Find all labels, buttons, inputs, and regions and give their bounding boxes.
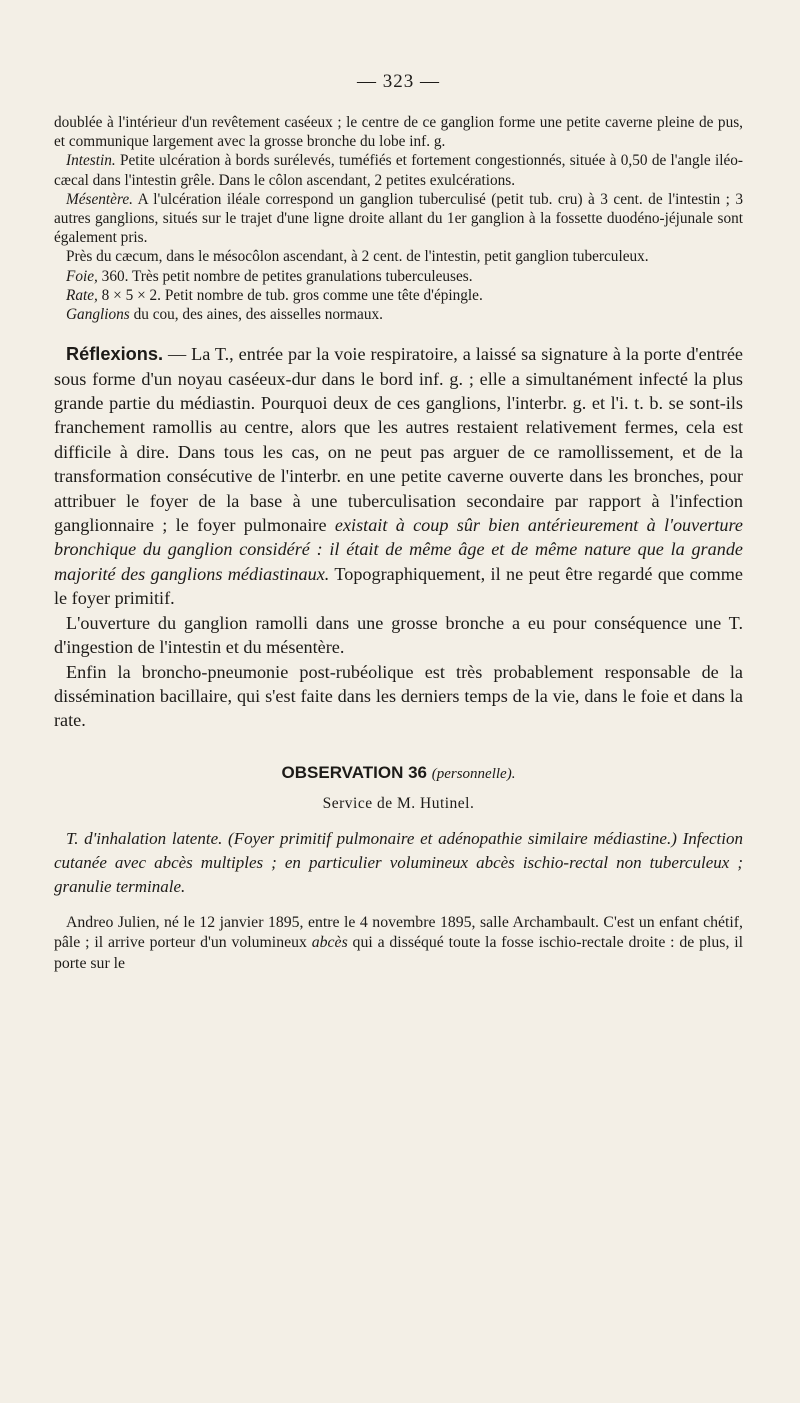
patient-text-a: Andreo Julien, né le 12 janvier 1895, entre le 4 novembre 1895, salle Archambault. C'est un enfant chétif, pâle ; il arrive porteur d'un volumineux bbox=[54, 913, 743, 952]
reflexions-heading: Réflexions. bbox=[66, 344, 164, 365]
patient-italic: abcès bbox=[311, 934, 348, 952]
ganglions-label: Ganglions bbox=[66, 306, 130, 324]
observation-service: Service de M. Hutinel. bbox=[322, 794, 475, 812]
summary-a: T. d'inhalation latente. (Foyer primitif pulmonaire et adénopathie similaire médiastine.) bbox=[66, 828, 677, 848]
intestin-paragraph bbox=[54, 151, 743, 189]
autopsy-notes bbox=[54, 113, 743, 324]
reflexions-section bbox=[54, 342, 743, 733]
reflexions-paragraph-2: L'ouverture du ganglion ramolli dans une grosse bronche a eu pour conséquence une T. d'ingestion de l'intestin et du mésentère. bbox=[54, 612, 743, 658]
foie-text: 360. Très petit nombre de petites granulations tuberculeuses. bbox=[97, 267, 473, 285]
caecum-paragraph: Près du cæcum, dans le mésocôlon ascendant, à 2 cent. de l'intestin, petit ganglion tuberculeux. bbox=[66, 248, 649, 266]
observation-personal: (personnelle). bbox=[431, 765, 516, 782]
page-number: — 323 — bbox=[357, 71, 440, 92]
reflexions-italic: existait à coup sûr bien antérieurement à l'ouverture bronchique du ganglion considéré : il était de même âge et de même nature que la grande majorité des ganglions médiastinaux. bbox=[54, 515, 743, 584]
rate-label: Rate, bbox=[66, 286, 98, 304]
reflexions-paragraph bbox=[54, 342, 743, 610]
foie-label: Foie, bbox=[66, 267, 98, 285]
rate-text: 8 × 5 × 2. Petit nombre de tub. gros comme une tête d'épingle. bbox=[97, 286, 483, 304]
patient-paragraph bbox=[54, 913, 743, 975]
patient-text-b: qui a disséqué toute la fosse ischio-rectale droite : de plus, il porte sur le bbox=[54, 934, 744, 972]
ganglions-paragraph bbox=[54, 305, 743, 324]
mesentere-label: Mésentère. bbox=[66, 190, 133, 208]
foie-paragraph bbox=[54, 267, 743, 286]
observation-title bbox=[54, 763, 743, 783]
reflexions-text-b: Topographiquement, il ne peut être regardé que comme le foyer primitif. bbox=[54, 563, 744, 609]
observation-summary bbox=[54, 827, 743, 899]
ganglions-text: du cou, des aines, des aisselles normaux. bbox=[129, 306, 383, 324]
reflexions-text-a: — La T., entrée par la voie respiratoire, a laissé sa signature à la porte d'entrée sous forme d'un noyau caséeux-dur dans le bord inf. g. ; elle a simultanément infecté la plus grande partie du médiastin. Pourquoi deux de ces ganglions, l'interbr. g. et l'i. t. b. se sont-ils franchement ramollis au centre, alors que les autres restaient relativement fermes, cela est difficile à dire. Dans tous les cas, on ne peut pas arguer de ce ramollissement, et de la transformation consécutive de l'interbr. en une petite caverne ouverte dans les bronches, pour attribuer le foyer de la base à une tuberculisation secondaire par rapport à l'infection ganglionnaire ; le foyer pulmonaire bbox=[54, 344, 743, 536]
mesentere-text: A l'ulcération iléale correspond un ganglion tuberculisé (petit tub. cru) à 3 cent. de l'intestin ; 3 autres ganglions, situés sur le trajet d'une ligne droite allant du 1er ganglion à la fossette duodéno-jéjunale sont également pris. bbox=[54, 190, 743, 247]
reflexions-paragraph-3: Enfin la broncho-pneumonie post-rubéolique est très probablement responsable de la dissémination bacillaire, qui s'est faite dans les derniers temps de la vie, dans le foie et dans la rate. bbox=[54, 661, 743, 731]
mesentere-paragraph bbox=[54, 190, 743, 248]
rate-paragraph bbox=[54, 286, 743, 305]
intestin-text: Petite ulcération à bords surélevés, tuméfiés et fortement congestionnés, située à 0,50 de l'angle iléo-cæcal dans l'intestin grêle. Dans le côlon ascendant, 2 petites exulcérations. bbox=[54, 152, 743, 189]
intestin-label: Intestin. bbox=[66, 152, 116, 170]
intro-paragraph: doublée à l'intérieur d'un revêtement caséeux ; le centre de ce ganglion forme une petite caverne pleine de pus, et communique largement avec la grosse bronche du lobe inf. g. bbox=[54, 114, 743, 151]
observation-number: OBSERVATION 36 bbox=[281, 762, 427, 782]
summary-b: Infection cutanée avec abcès multiples ; en particulier volumineux abcès ischio-rectal non tuberculeux ; granulie terminale. bbox=[54, 828, 744, 896]
